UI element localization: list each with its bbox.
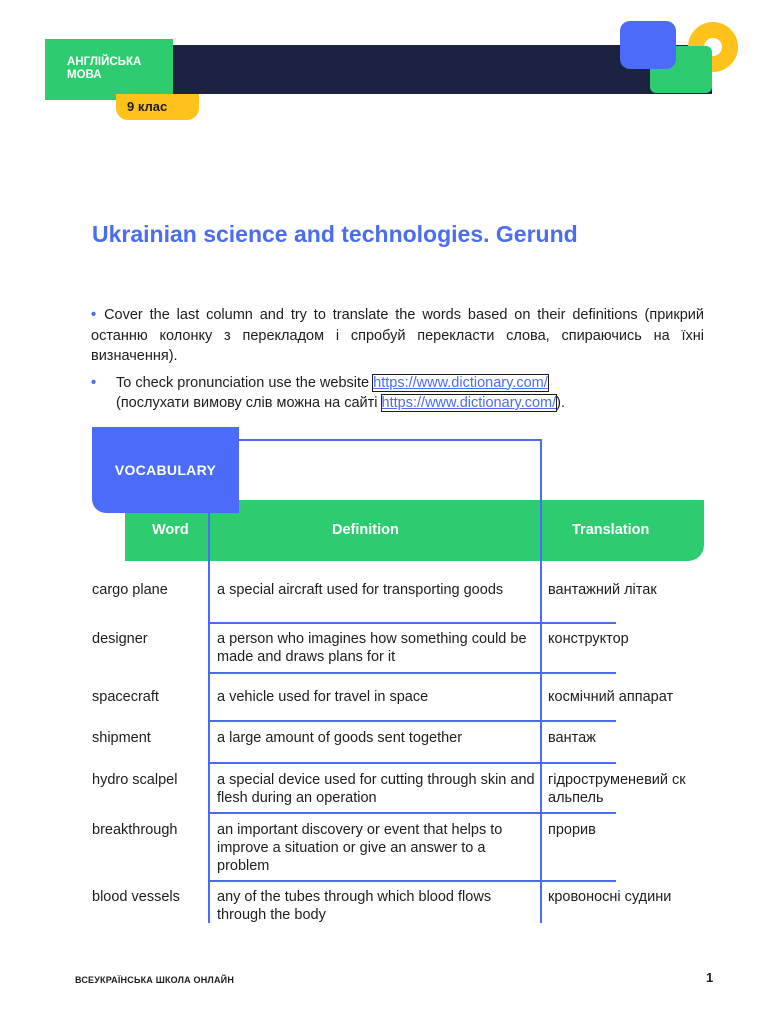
table-cell-definition: a special aircraft used for transporting goods [217, 582, 504, 598]
column-header-translation: Translation [572, 522, 650, 538]
dictionary-link-1[interactable]: https://www.dictionary.com/ [373, 374, 548, 391]
table-cell-word: designer [92, 631, 148, 647]
table-cell-translation: кровоносні судини [548, 889, 672, 905]
table-cell-word: breakthrough [92, 822, 178, 838]
header-bar [92, 45, 712, 94]
row-divider [208, 762, 616, 764]
column-divider-2 [540, 439, 542, 923]
table-cell-word: shipment [92, 730, 151, 746]
row-divider [208, 880, 616, 882]
table-cell-word: spacecraft [92, 689, 159, 705]
table-cell-definition: any of the tubes through which blood flows through the body [217, 889, 492, 923]
subject-line-1: АНГЛІЙСЬКА [67, 56, 142, 68]
page-number: 1 [706, 970, 714, 985]
instruction-text-2-suffix: ). [556, 395, 566, 411]
table-cell-word: cargo plane [92, 582, 168, 598]
logo-blue-block [620, 21, 676, 69]
grade-tag: 9 клас [116, 94, 199, 120]
column-header-definition: Definition [332, 522, 399, 538]
dictionary-link-2[interactable]: https://www.dictionary.com/ [381, 395, 557, 411]
table-frame-top [239, 439, 541, 441]
school-logo [620, 18, 742, 96]
table-cell-definition: a large amount of goods sent together [217, 730, 463, 746]
bullet-icon: • [91, 307, 97, 323]
instruction-item-1 [91, 305, 704, 367]
footer-school-name: ВСЕУКРАЇНСЬКА ШКОЛА ОНЛАЙН [75, 975, 235, 985]
table-cell-definition: a person who imagines how something could be made and draws plans for it [217, 631, 527, 665]
subject-line-2: МОВА [67, 69, 102, 81]
instruction-text-1: Cover the last column and try to translate the words based on their definitions (прикрий останню колонку з перекладом і спробуй перекласти слова, спираючись на їхні визначення). [91, 307, 704, 364]
table-cell-definition: a vehicle used for travel in space [217, 689, 429, 705]
table-cell-translation: вантажний літак [548, 582, 657, 598]
row-divider [208, 672, 616, 674]
row-divider [208, 720, 616, 722]
subject-tag [45, 39, 173, 100]
row-divider [208, 812, 616, 814]
table-cell-translation: космічний аппарат [548, 689, 674, 705]
table-cell-definition: a special device used for cutting through skin and flesh during an operation [217, 772, 535, 806]
instructions [91, 305, 704, 414]
row-divider [208, 622, 616, 624]
column-header-word: Word [152, 522, 189, 538]
table-cell-translation: гідроструменевий скальпель [548, 772, 686, 806]
bullet-icon: • [91, 374, 97, 391]
vocabulary-label: VOCABULARY [92, 427, 239, 513]
table-cell-translation: прорив [548, 822, 596, 838]
column-divider-1 [208, 513, 210, 923]
page-title: Ukrainian science and technologies. Gerund [92, 221, 578, 247]
table-cell-word: blood vessels [92, 889, 180, 905]
table-cell-translation: вантаж [548, 730, 596, 746]
instruction-item-2 [91, 373, 704, 414]
instruction-text-2-middle: (послухати вимову слів можна на сайті [116, 395, 382, 411]
table-cell-translation: конструктор [548, 631, 629, 647]
table-cell-definition: an important discovery or event that helps to improve a situation or give an answer to a problem [217, 822, 503, 874]
instruction-text-2-prefix: To check pronunciation use the website [116, 374, 374, 391]
table-cell-word: hydro scalpel [92, 772, 178, 788]
